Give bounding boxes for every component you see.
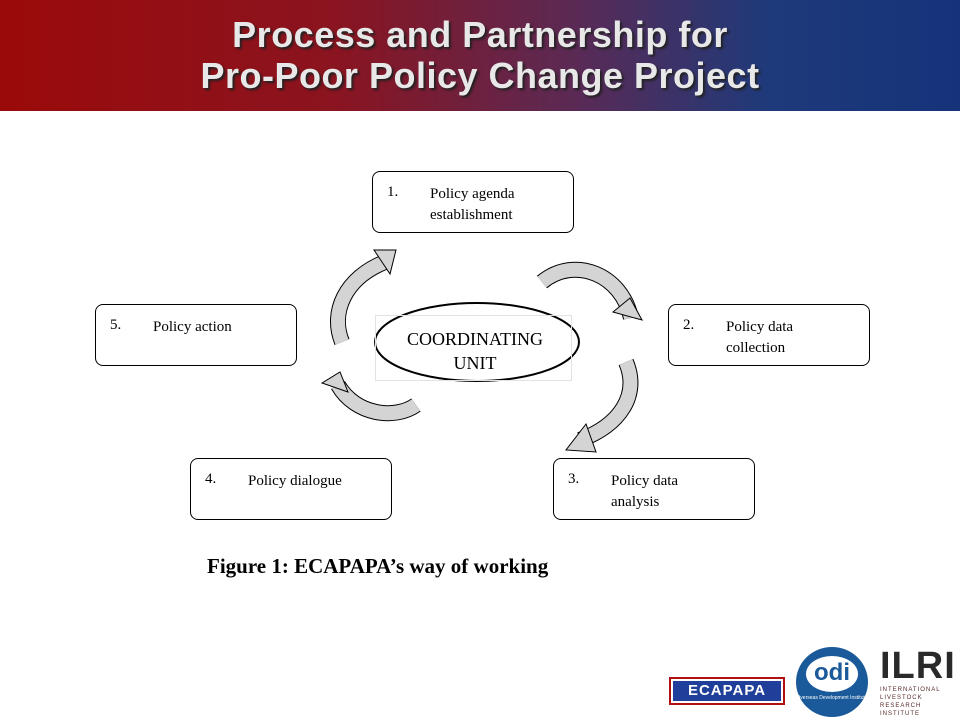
ilri-logo	[880, 646, 958, 718]
ilri-logo-line-2: LIVESTOCK RESEARCH	[880, 695, 923, 709]
step-label: Policy data collection	[726, 319, 794, 356]
step-label: Policy agenda establishment	[430, 186, 515, 223]
ilri-logo-mark: ILRI	[880, 645, 956, 687]
step-label: Policy dialogue	[248, 473, 342, 489]
step-box-4	[190, 458, 392, 520]
step-label: Policy data analysis	[611, 473, 679, 510]
step-box-3	[553, 458, 755, 520]
step-number: 4.	[205, 471, 217, 487]
ilri-logo-line-1: INTERNATIONAL	[880, 687, 941, 693]
step-box-1	[372, 171, 574, 233]
odi-logo-mark: odi	[806, 656, 858, 692]
step-label: Policy action	[153, 319, 232, 335]
coordinating-unit-label	[380, 327, 570, 375]
step-number: 2.	[683, 317, 695, 333]
ecapapa-logo-text: ECAPAPA	[673, 681, 781, 701]
step-number: 5.	[110, 317, 122, 333]
ecapapa-logo	[669, 677, 785, 705]
step-number: 3.	[568, 471, 580, 487]
step-number: 1.	[387, 184, 399, 200]
banner-title-line-2: Pro-Poor Policy Change Project	[200, 55, 760, 96]
arrow-2-to-3	[566, 362, 630, 452]
coordinating-unit-line-1: COORDINATING	[407, 329, 543, 349]
odi-logo	[796, 647, 868, 717]
figure-caption: Figure 1: ECAPAPA’s way of working	[207, 554, 549, 578]
odi-logo-subtitle: Overseas Development Institute	[796, 695, 868, 701]
ilri-logo-line-3: INSTITUTE	[880, 711, 920, 717]
banner-title-line-1: Process and Partnership for	[232, 14, 728, 55]
arrow-1-to-2	[542, 270, 642, 320]
step-box-5	[95, 304, 297, 366]
coordinating-unit-line-2: UNIT	[453, 353, 497, 373]
step-box-2	[668, 304, 870, 366]
